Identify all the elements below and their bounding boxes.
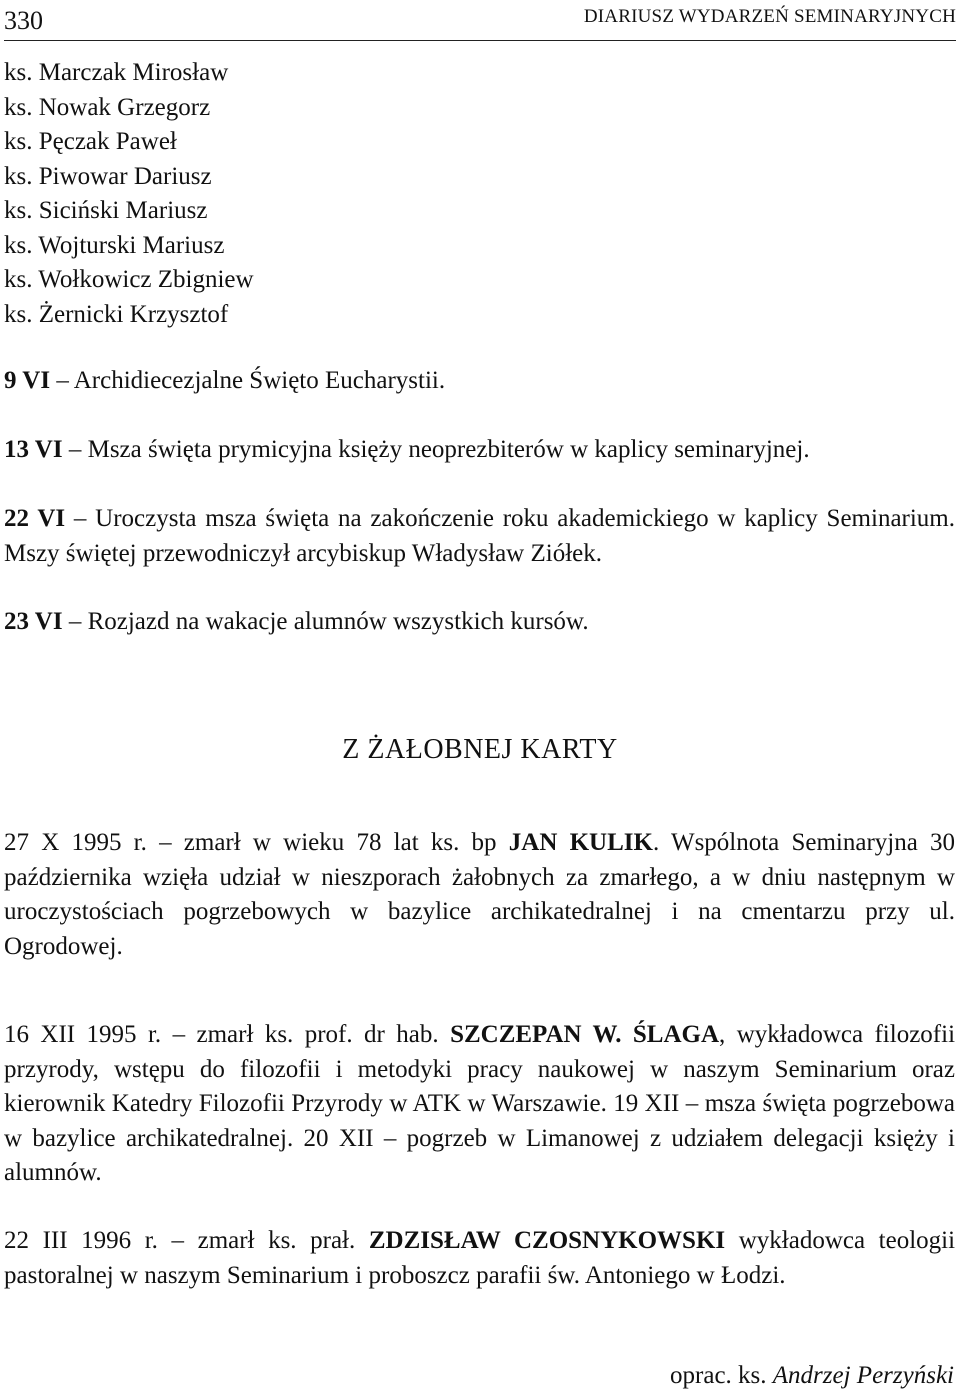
list-item: ks. Pęczak Paweł xyxy=(4,128,177,155)
signature-prefix: oprac. ks. xyxy=(670,1362,767,1389)
signature-author: Andrzej Perzyński xyxy=(772,1362,954,1389)
obituary-died-prefix: zmarł w wieku 78 lat ks. bp xyxy=(183,829,497,856)
obituary-name: SZCZEPAN W. ŚLAGA xyxy=(450,1021,720,1048)
obituary-date: 16 XII 1995 r. xyxy=(4,1021,162,1048)
event-entry: 9 VI – Archidiecezjalne Święto Eucharystii. xyxy=(4,367,446,394)
page-number: 330 xyxy=(4,6,43,35)
event-text: Archidiecezjalne Święto Eucharystii. xyxy=(73,367,446,394)
obituary-text: wykładowca teologii pastoralnej w naszym Seminarium i proboszcz parafii św. Antoniego w Łodzi. xyxy=(4,1227,956,1289)
obituary-text: Wspólnota Seminaryjna 30 października wzięła udział w nieszporach żałobnych za zmarłego, a w dniu następnym w uroczystościach pogrzebowych w bazylice archikatedralnej i na cmentarzu przy ul. Ogrodowej. xyxy=(4,829,956,960)
list-item: ks. Żernicki Krzysztof xyxy=(4,300,229,328)
obituary-died-prefix: zmarł ks. prał. xyxy=(197,1227,356,1254)
event-text: Uroczysta msza święta na zakończenie roku akademickiego w kaplicy Seminarium. Mszy świętej przewodniczył arcybiskup Władysław Ziółek. xyxy=(4,505,956,567)
obituary-name-suffix: . xyxy=(652,829,660,856)
event-date: 22 VI xyxy=(4,505,66,532)
obituary-text: wykładowca filozofii przyrody, wstępu do filozofii i metodyki pracy naukowej w naszym Seminarium oraz kierownik Katedry Filozofii Przyrody w ATK w Warszawie. 19 XII – msza święta pogrzebowa w bazylice archikatedralnej. 20 XII – pogrzeb w Limanowej z udziałem delegacji księży i alumnów. xyxy=(4,1021,956,1186)
list-item: ks. Wołkowicz Zbigniew xyxy=(4,266,254,293)
event-entry: 22 VI – Uroczysta msza święta na zakończenie roku akademickiego w kaplicy Seminarium. Mszy świętej przewodniczył arcybiskup Władysław Ziółek. xyxy=(4,505,956,567)
section-heading: Z ŻAŁOBNEJ KARTY xyxy=(342,734,618,765)
obituary-name: ZDZISŁAW CZOSNYKOWSKI xyxy=(368,1227,726,1254)
obituary-entry: 22 III 1996 r. – zmarł ks. prał. ZDZISŁAW CZOSNYKOWSKI wykładowca teologii pastoralnej w naszym Seminarium i proboszcz parafii św. Antoniego w Łodzi. xyxy=(4,1227,956,1289)
list-item: ks. Siciński Mariusz xyxy=(4,197,208,224)
event-text: Rozjazd na wakacje alumnów wszystkich kursów. xyxy=(87,608,589,635)
list-item: ks. Nowak Grzegorz xyxy=(4,93,211,121)
list-item: ks. Marczak Mirosław xyxy=(4,59,229,86)
list-item: ks. Wojturski Mariusz xyxy=(4,231,225,259)
event-date: 9 VI xyxy=(4,367,51,394)
obituary-entry: 16 XII 1995 r. – zmarł ks. prof. dr hab. SZCZEPAN W. ŚLAGA, wykładowca filozofii przyrody, wstępu do filozofii i metodyki pracy naukowej w naszym Seminarium oraz kierownik Katedry Filozofii Przyrody w ATK w Warszawie. 19 XII – msza święta pogrzebowa w bazylice archikatedralnej. 20 XII – pogrzeb w Limanowej z udziałem delegacji księży i alumnów. xyxy=(4,1021,956,1186)
obituary-date: 27 X 1995 r. xyxy=(4,829,147,856)
obituary-name: JAN KULIK xyxy=(508,829,653,856)
list-item: ks. Piwowar Dariusz xyxy=(4,162,212,190)
running-title: DIARIUSZ WYDARZEŃ SEMINARYJNYCH xyxy=(583,6,956,27)
event-date: 23 VI xyxy=(4,608,63,635)
event-entry: 23 VI – Rozjazd na wakacje alumnów wszystkich kursów. xyxy=(4,608,589,635)
obituary-entry: 27 X 1995 r. – zmarł w wieku 78 lat ks. bp JAN KULIK. Wspólnota Seminaryjna 30 października wzięła udział w nieszporach żałobnych za zmarłego, a w dniu następnym w uroczystościach pogrzebowych w bazylice archikatedralnej i na cmentarzu przy ul. Ogrodowej. xyxy=(4,829,956,960)
obituary-died-prefix: zmarł ks. prof. dr hab. xyxy=(196,1021,439,1048)
event-entry: 13 VI – Msza święta prymicyjna księży neoprezbiterów w kaplicy seminaryjnej. xyxy=(4,436,810,463)
ordination-name-list xyxy=(4,56,254,332)
page-header xyxy=(4,0,956,41)
author-signature xyxy=(670,1362,954,1390)
obituary-date: 22 III 1996 r. xyxy=(4,1227,158,1254)
obituary-name-suffix: , xyxy=(719,1021,726,1048)
event-date: 13 VI xyxy=(4,436,63,463)
event-text: Msza święta prymicyjna księży neoprezbiterów w kaplicy seminaryjnej. xyxy=(87,436,810,463)
